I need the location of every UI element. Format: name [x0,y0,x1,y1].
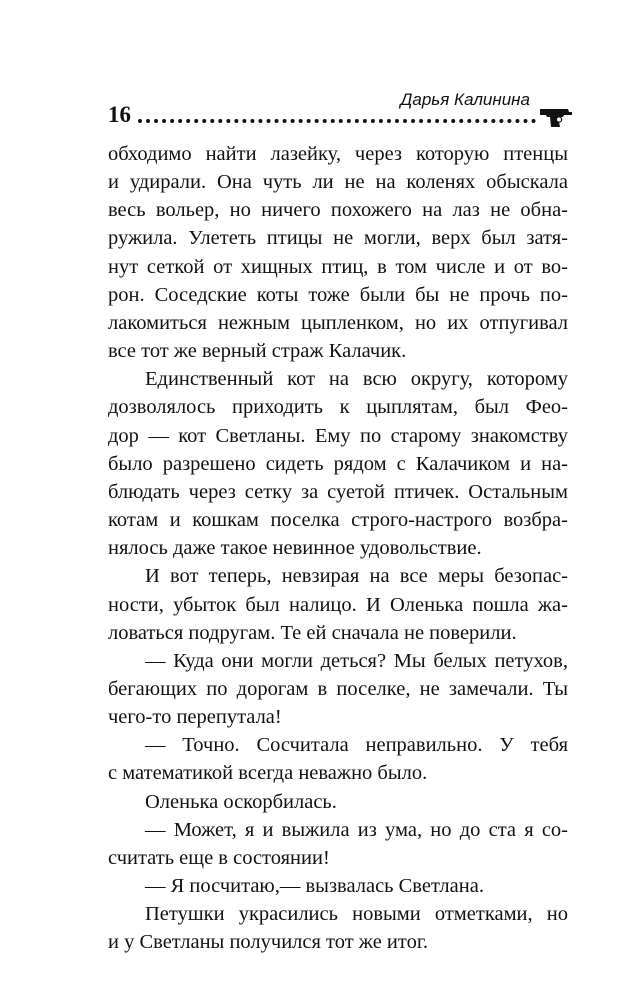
text-line: и у Светланы получился тот же итог. [108,931,429,954]
text-line: — Точно. Сосчитала неправильно. У тебя [145,734,568,757]
text-line: ружила. Улететь птицы не могли, верх был затя- [108,227,568,250]
revolver-icon [538,107,576,129]
text-line: лакомиться нежным цыпленком, но их отпугивал [108,311,568,334]
text-line: ловаться подругам. Те ей сначала не поверили. [108,621,517,644]
text-line: весь вольер, но ничего похожего на лаз не обна- [108,199,568,222]
text-line: — Я посчитаю,— вызвалась Светлана. [145,875,484,898]
text-line: считать еще в состоянии! [108,846,330,869]
text-line: нялось даже такое невинное удовольствие. [108,537,482,560]
text-line: чего-то перепутала! [108,706,282,729]
body-text [108,140,568,957]
running-header [108,92,576,132]
text-line: — Куда они могли деться? Мы белых петухов, [145,649,568,672]
text-line: с математикой всегда неважно было. [108,762,428,785]
dotted-leader [138,119,536,123]
text-line: Петушки украсились новыми отметками, но [145,903,568,926]
text-line: Оленька оскорбилась. [145,790,337,813]
text-line: все тот же верный страж Калачик. [108,340,407,363]
text-line: дозволялось приходить к цыплятам, был Фео- [108,396,568,419]
text-line: Единственный кот на всю округу, которому [145,368,568,391]
text-line: нут сеткой от хищных птиц, в том числе и от во- [108,255,568,278]
text-line: было разрешено сидеть рядом с Калачиком и на- [108,452,568,475]
text-line: дор — кот Светланы. Ему по старому знакомству [108,424,568,447]
text-line: котам и кошкам поселка строго-настрого возбра- [108,509,568,532]
text-line: И вот теперь, невзирая на все меры безопас- [145,565,568,588]
text-line: — Может, я и выжила из ума, но до ста я со- [145,818,568,841]
page-number: 16 [108,102,131,127]
text-line: бегающих по дорогам в поселке, не замечали. Ты [108,677,568,700]
author-name: Дарья Калинина [400,90,530,109]
text-line: и удирали. Она чуть ли не на коленях обыскала [108,171,568,194]
text-line: обходимо найти лазейку, через которую птенцы [108,143,568,165]
text-line: блюдать через сетку за суетой птичек. Остальным [108,480,568,503]
text-line: рон. Соседские коты тоже были бы не прочь по- [108,283,568,306]
text-line: ности, убыток был налицо. И Оленька пошла жа- [108,593,568,616]
